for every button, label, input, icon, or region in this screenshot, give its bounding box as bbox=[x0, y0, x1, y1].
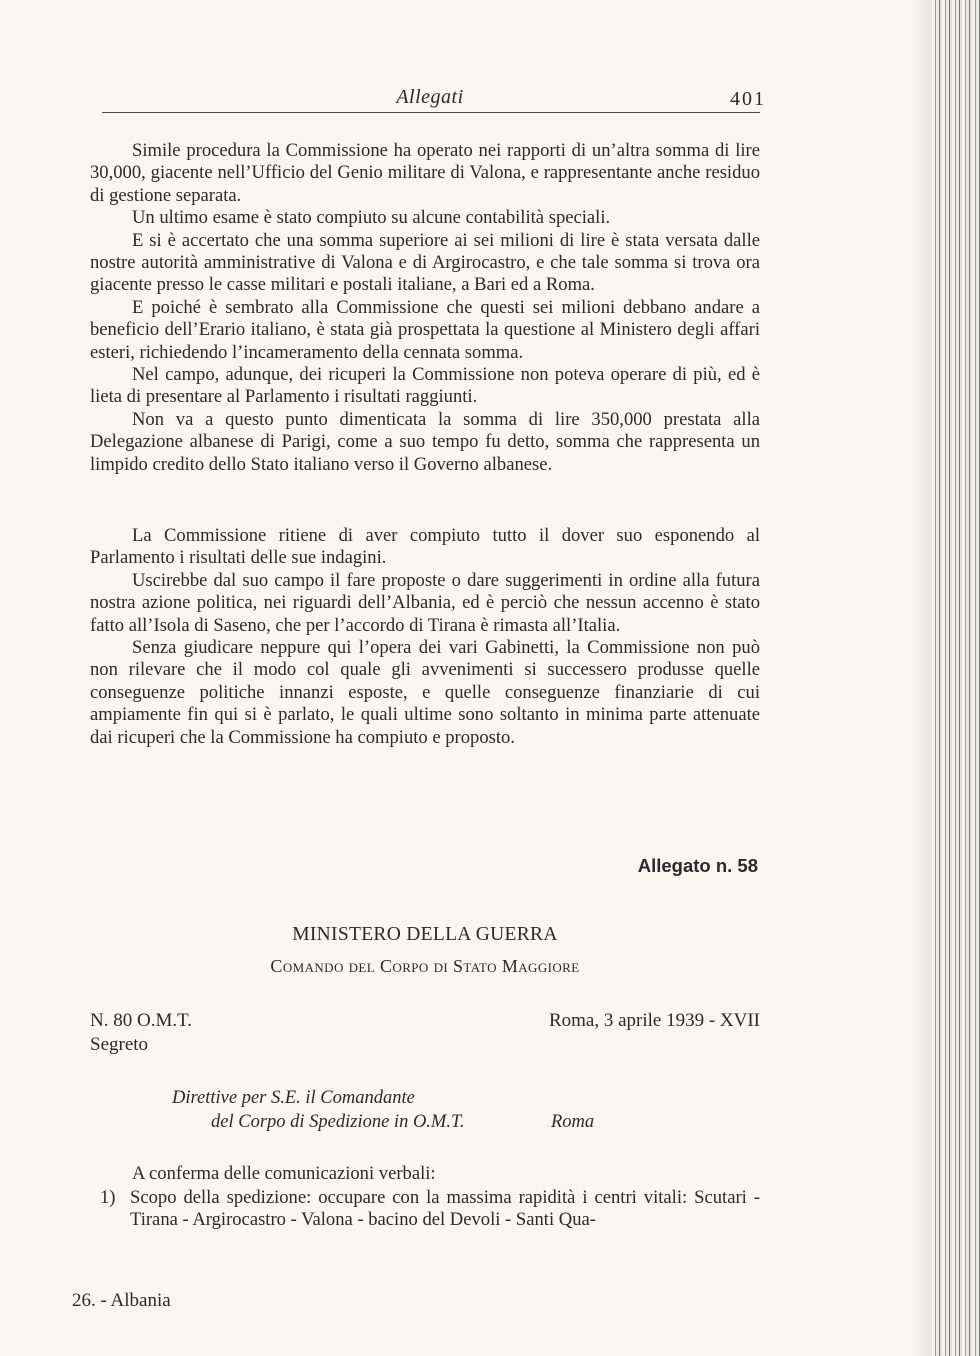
directive-addressee-line1: Direttive per S.E. il Comandante bbox=[172, 1088, 415, 1108]
point-number: 1) bbox=[100, 1187, 116, 1208]
directive-addressee-line2: del Corpo di Spedizione in O.M.T. bbox=[211, 1112, 465, 1132]
signature-footer: 26. - Albania bbox=[72, 1290, 171, 1311]
ministry-heading: MINISTERO DELLA GUERRA bbox=[292, 924, 558, 945]
paragraph: E si è accertato che una somma superiore ai sei milioni di lire è stata versata dalle nostre autorità amministrative di Valona e di Argirocastro, e che tale somma si trova ora giacente presso le casse militari e postali italiane, a Bari ed a Roma. bbox=[90, 229, 760, 296]
place-and-date: Roma, 3 aprile 1939 - XVII bbox=[548, 1010, 760, 1031]
binding-shadow bbox=[914, 0, 932, 1356]
paragraph: Uscirebbe dal suo campo il fare proposte o dare suggerimenti in ordine alla futura nostra azione politica, nei riguardi dell’Albania, ed è perciò che nessun accenno è stato fatto all’Isola di Saseno, che per l’accordo di Tirana è rimasta all’Italia. bbox=[90, 569, 760, 636]
paragraph: Senza giudicare neppure qui l’opera dei vari Gabinetti, la Commissione non può non rilevare che il modo col quale gli avvenimenti si successero produsse quelle conseguenze politiche innanzi esposte, e quelle conseguenze finanziarie di cui ampiamente fin qui si è parlato, le quali ultime sono soltanto in minima parte attenuate dai ricuperi che la Commissione ha compiuto e proposto. bbox=[90, 637, 760, 748]
annex-label: Allegato n. 58 bbox=[637, 855, 758, 876]
book-binding-edge bbox=[932, 0, 980, 1356]
body-text-section-a bbox=[90, 140, 760, 476]
paragraph: Un ultimo esame è stato compiuto su alcune contabilità speciali. bbox=[132, 207, 611, 229]
point-text: Scopo della spedizione: occupare con la massima rapidità i centri vitali: Scutari - Tirana - Argirocastro - Valona - bacino del Devoli - Santi Qua- bbox=[130, 1187, 760, 1231]
directive-city: Roma bbox=[551, 1112, 595, 1132]
running-header-title: Allegati bbox=[396, 86, 464, 108]
directive-intro: A conferma delle comunicazioni verbali: bbox=[132, 1163, 436, 1184]
classification-label: Segreto bbox=[90, 1034, 149, 1055]
body-text-section-b bbox=[90, 525, 760, 749]
command-subheading: Comando del Corpo di Stato Maggiore bbox=[270, 956, 580, 976]
paragraph: E poiché è sembrato alla Commissione che questi sei milioni debbano andare a beneficio dell’Erario italiano, è stata già prospettata la questione al Ministero degli affari esteri, richiedendo l’incameramento della cennata somma. bbox=[90, 296, 760, 363]
reference-number: N. 80 O.M.T. bbox=[90, 1010, 193, 1031]
paragraph: Nel campo, adunque, dei ricuperi la Commissione non poteva operare di più, ed è lieta di presentare al Parlamento i risultati raggiunti. bbox=[90, 364, 760, 408]
paragraph: Non va a questo punto dimenticata la somma di lire 350,000 prestata alla Delegazione albanese di Parigi, come a suo tempo fu detto, somma che rappresenta un limpido credito dello Stato italiano verso il Governo albanese. bbox=[90, 408, 760, 475]
page-number: 401 bbox=[730, 88, 766, 110]
paragraph: Simile procedura la Commissione ha operato nei rapporti di un’altra somma di lire 30,000, giacente nell’Ufficio del Genio militare di Valona, e rappresentante anche residuo di gestione separata. bbox=[90, 140, 760, 206]
paragraph: La Commissione ritiene di aver compiuto tutto il dover suo esponendo al Parlamento i risultati delle sue indagini. bbox=[90, 525, 760, 569]
header-rule bbox=[102, 112, 760, 113]
